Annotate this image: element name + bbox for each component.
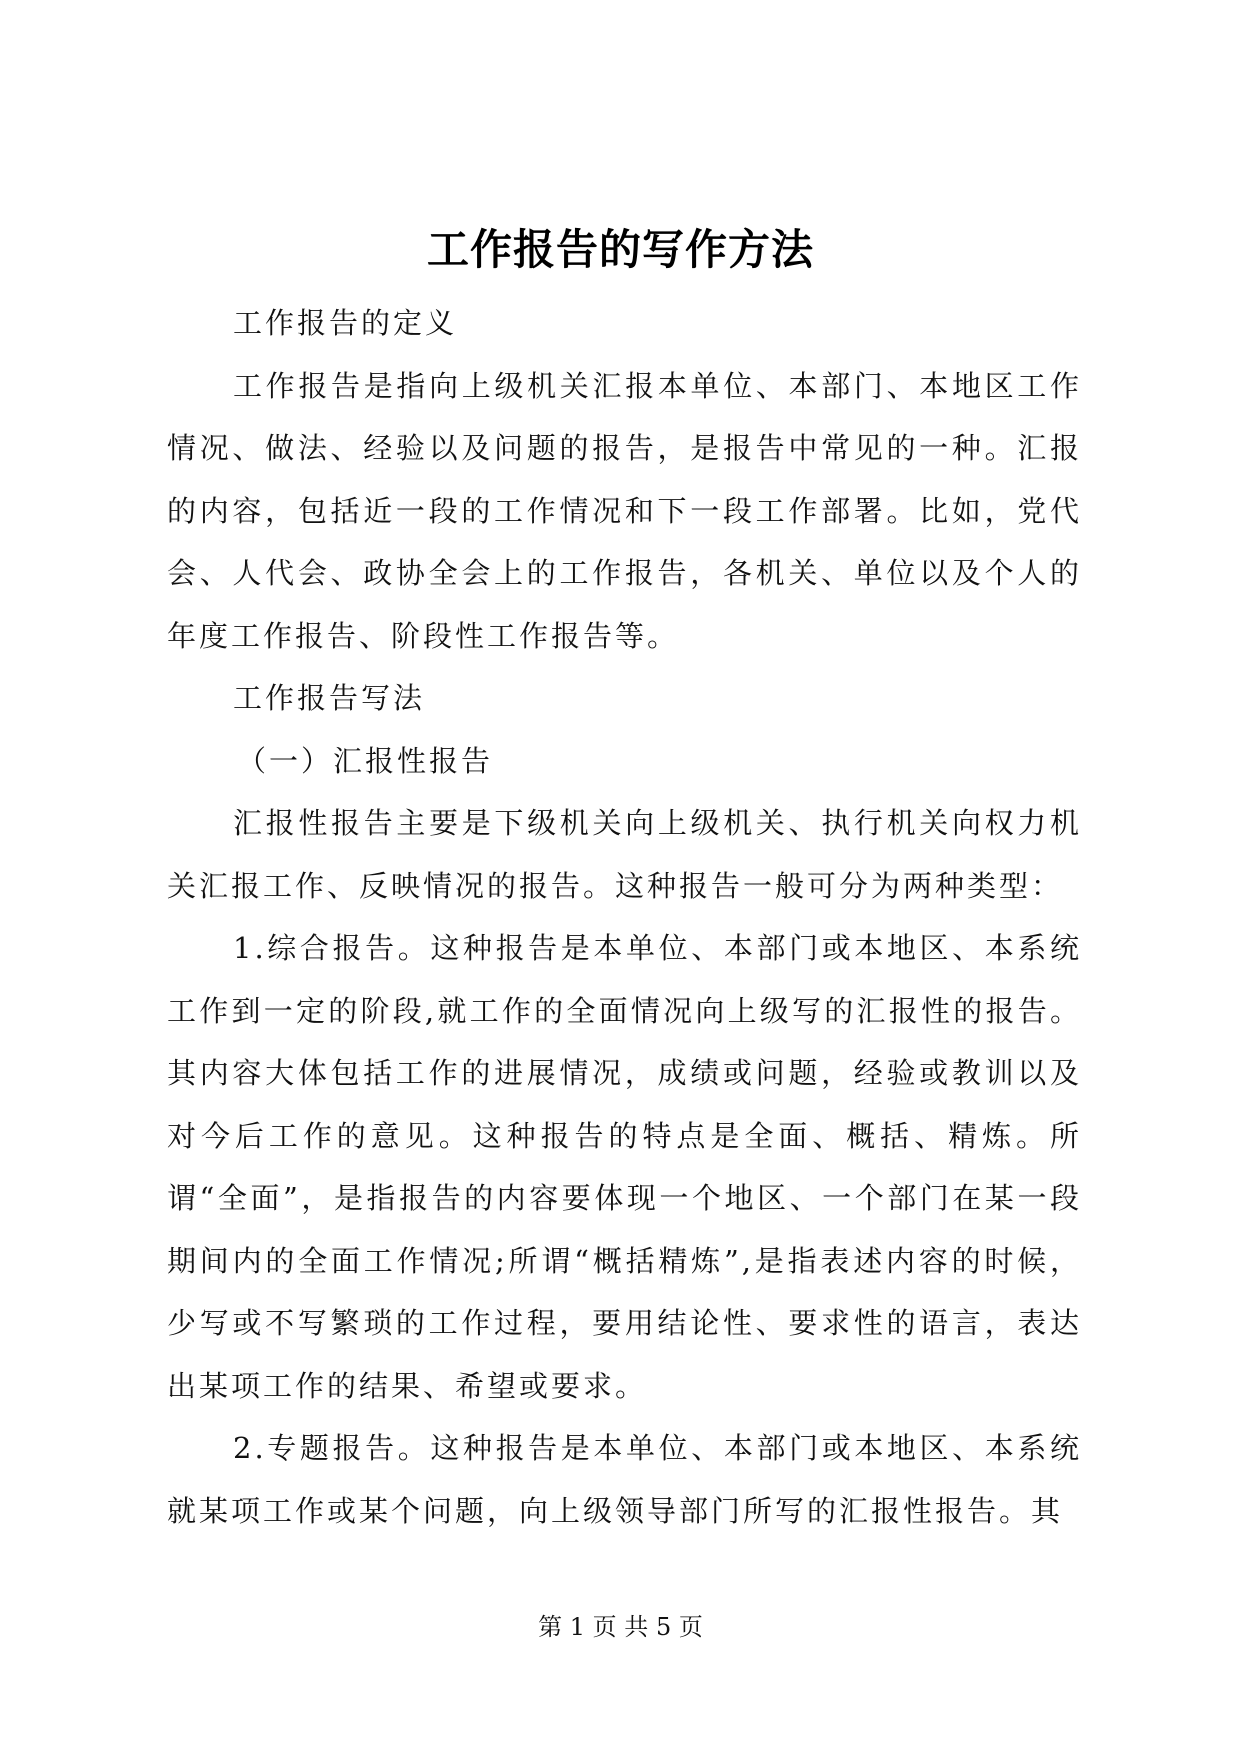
subsection-heading-report-type: （一）汇报性报告 <box>237 743 494 778</box>
section-heading-definition: 工作报告的定义 <box>233 306 458 340</box>
paragraph-special-report: 2.专题报告。这种报告是本单位、本部门或本地区、本系统就某项工作或某个问题，向上级领导部门所写的汇报性报告。其 <box>167 1431 1082 1528</box>
paragraph-comprehensive-report: 1.综合报告。这种报告是本单位、本部门或本地区、本系统工作到一定的阶段,就工作的全面情况向上级写的汇报性的报告。其内容大体包括工作的进展情况，成绩或问题，经验或教训以及对今后工作的意见。这种报告的特点是全面、概括、精炼。所谓“全面”，是指报告的内容要体现一个地区、一个部门在某一段期间内的全面工作情况;所谓“概括精炼”,是指表述内容的时候，少写或不写繁琐的工作过程，要用结论性、要求性的语言，表达出某项工作的结果、希望或要求。 <box>167 931 1082 1403</box>
paragraph-definition: 工作报告是指向上级机关汇报本单位、本部门、本地区工作情况、做法、经验以及问题的报告，是报告中常见的一种。汇报的内容，包括近一段的工作情况和下一段工作部署。比如，党代会、人代会、政协全会上的工作报告，各机关、单位以及个人的年度工作报告、阶段性工作报告等。 <box>167 368 1082 653</box>
section-heading-method: 工作报告写法 <box>233 681 426 715</box>
document-title: 工作报告的写作方法 <box>426 225 814 274</box>
page-footer: 第 1 页 共 5 页 <box>538 1613 703 1641</box>
paragraph-report-intro: 汇报性报告主要是下级机关向上级机关、执行机关向权力机关汇报工作、反映情况的报告。这种报告一般可分为两种类型： <box>167 806 1082 903</box>
document-body <box>167 292 1082 1542</box>
